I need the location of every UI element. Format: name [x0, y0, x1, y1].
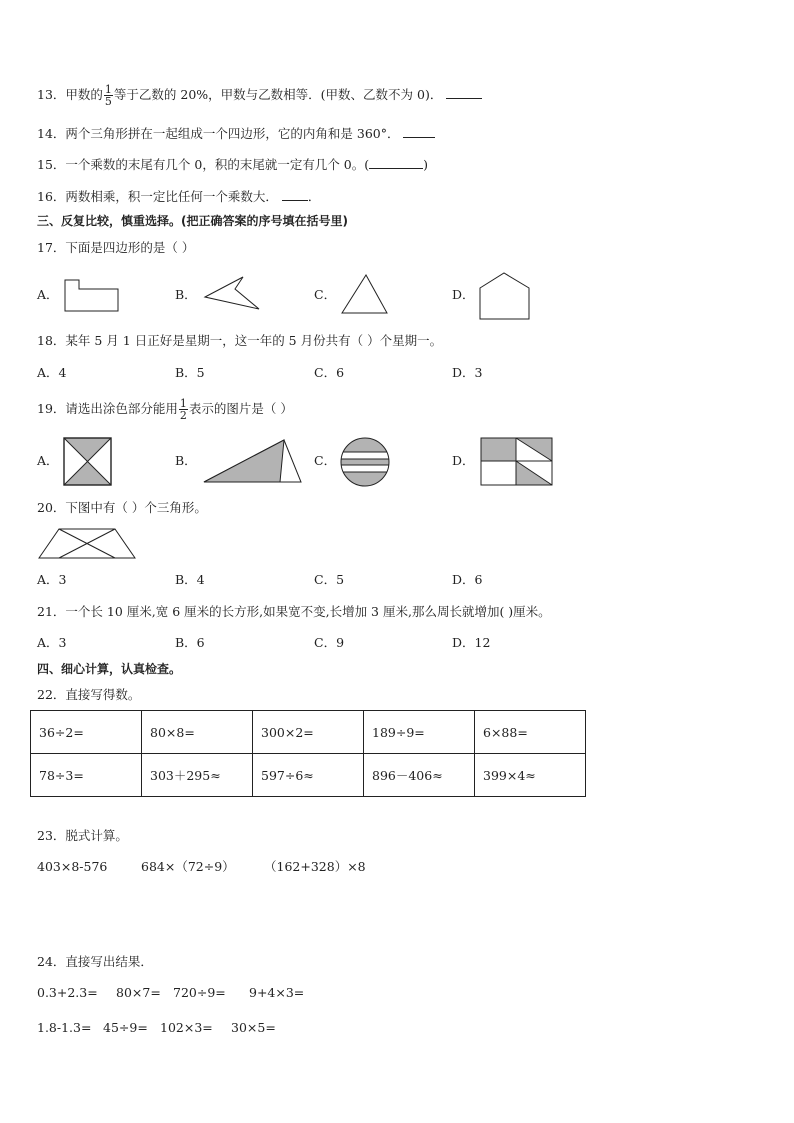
option-c: C．6 [314, 365, 345, 380]
question-22: 22．直接写得数。 [37, 687, 141, 702]
option-d: D．6 [452, 572, 483, 587]
question-24: 24．直接写出结果． [37, 954, 153, 969]
shaded-triangle-figure [202, 437, 304, 485]
shaded-square-figure [62, 436, 114, 488]
expression: 102×3= [160, 1020, 213, 1035]
table-cell: 36÷2= [31, 711, 142, 754]
table-cell: 80×8= [142, 711, 253, 754]
section-3-heading: 三、反复比较，慎重选择。(把正确答案的序号填在括号里) [37, 214, 348, 228]
option-a: A．3 [37, 635, 67, 650]
question-19: 19．请选出涂色部分能用 $\frac{1}{2}$ 表示的图片是（ ） [37, 397, 293, 422]
option-d: D．12 [452, 635, 491, 650]
expression: 403×8-576 [37, 859, 108, 874]
triangle-figure [340, 272, 390, 316]
table-cell: 303＋295≈ [142, 754, 253, 797]
table-cell: 597÷6≈ [253, 754, 364, 797]
fraction-one-fifth: $\frac{1}{5}$ [104, 83, 112, 108]
fraction-one-half: $\frac{1}{2}$ [179, 397, 187, 422]
l-shape-figure [63, 278, 121, 314]
table-row [31, 711, 586, 754]
option-b: B．4 [175, 572, 205, 587]
option-b: B．5 [175, 365, 205, 380]
table-cell: 300×2= [253, 711, 364, 754]
table-cell: 189÷9= [364, 711, 475, 754]
expression: 30×5= [231, 1020, 276, 1035]
question-13: 13．甲数的 $\frac{1}{5}$ 等于乙数的 20%，甲数与乙数相等．(甲数、乙数不为 0)． [37, 84, 482, 107]
option-a: A．4 [37, 365, 67, 380]
expression: 0.3+2.3= [37, 985, 98, 1000]
option-c: C．9 [314, 635, 345, 650]
option-b: B． [175, 287, 197, 302]
question-20: 20．下图中有（ ）个三角形。 [37, 500, 207, 515]
answer-blank[interactable] [282, 188, 308, 201]
question-23: 23．脱式计算。 [37, 828, 128, 843]
answer-blank[interactable] [446, 86, 482, 99]
question-18: 18．某年 5 月 1 日正好是星期一，这一年的 5 月份共有（ ）个星期一。 [37, 333, 443, 348]
table-cell: 399×4≈ [475, 754, 586, 797]
expression: 1.8-1.3= [37, 1020, 92, 1035]
table-cell: 6×88= [475, 711, 586, 754]
option-a: A． [37, 287, 59, 302]
option-c: C．5 [314, 572, 345, 587]
expression: 80×7= [116, 985, 161, 1000]
expression: 45÷9= [103, 1020, 148, 1035]
section-4-heading: 四、细心计算，认真检查。 [37, 662, 182, 676]
triangle-figure [202, 274, 262, 314]
question-17: 17．下面是四边形的是（ ） [37, 240, 195, 255]
calculation-table [30, 710, 586, 797]
question-15: 15．一个乘数的末尾有几个 0，积的末尾就一定有几个 0。( ) [37, 157, 429, 172]
option-b: B． [175, 453, 197, 468]
answer-blank[interactable] [369, 156, 423, 169]
table-row [31, 754, 586, 797]
table-cell: 896－406≈ [364, 754, 475, 797]
expression: （162+328）×8 [264, 859, 366, 874]
option-d: D． [452, 287, 475, 302]
option-b: B．6 [175, 635, 205, 650]
option-d: D．3 [452, 365, 483, 380]
shaded-rectangle-figure [479, 436, 555, 488]
pentagon-figure [477, 270, 533, 322]
table-cell: 78÷3= [31, 754, 142, 797]
expression: 720÷9= [173, 985, 226, 1000]
shaded-circle-figure [339, 436, 391, 488]
option-a: A． [37, 453, 59, 468]
option-c: C． [314, 287, 337, 302]
option-d: D． [452, 453, 475, 468]
answer-blank[interactable] [403, 125, 435, 138]
question-14: 14．两个三角形拼在一起组成一个四边形，它的内角和是 360°． [37, 125, 435, 142]
question-21: 21．一个长 10 厘米,宽 6 厘米的长方形,如果宽不变,长增加 3 厘米,那么周长就增加( )厘米。 [37, 604, 551, 619]
question-16: 16．两数相乘，积一定比任何一个乘数大． ． [37, 189, 321, 204]
option-c: C． [314, 453, 337, 468]
expression: 9+4×3= [249, 985, 305, 1000]
expression: 684×（72÷9） [141, 859, 235, 874]
trapezoid-figure [37, 526, 139, 562]
option-a: A．3 [37, 572, 67, 587]
